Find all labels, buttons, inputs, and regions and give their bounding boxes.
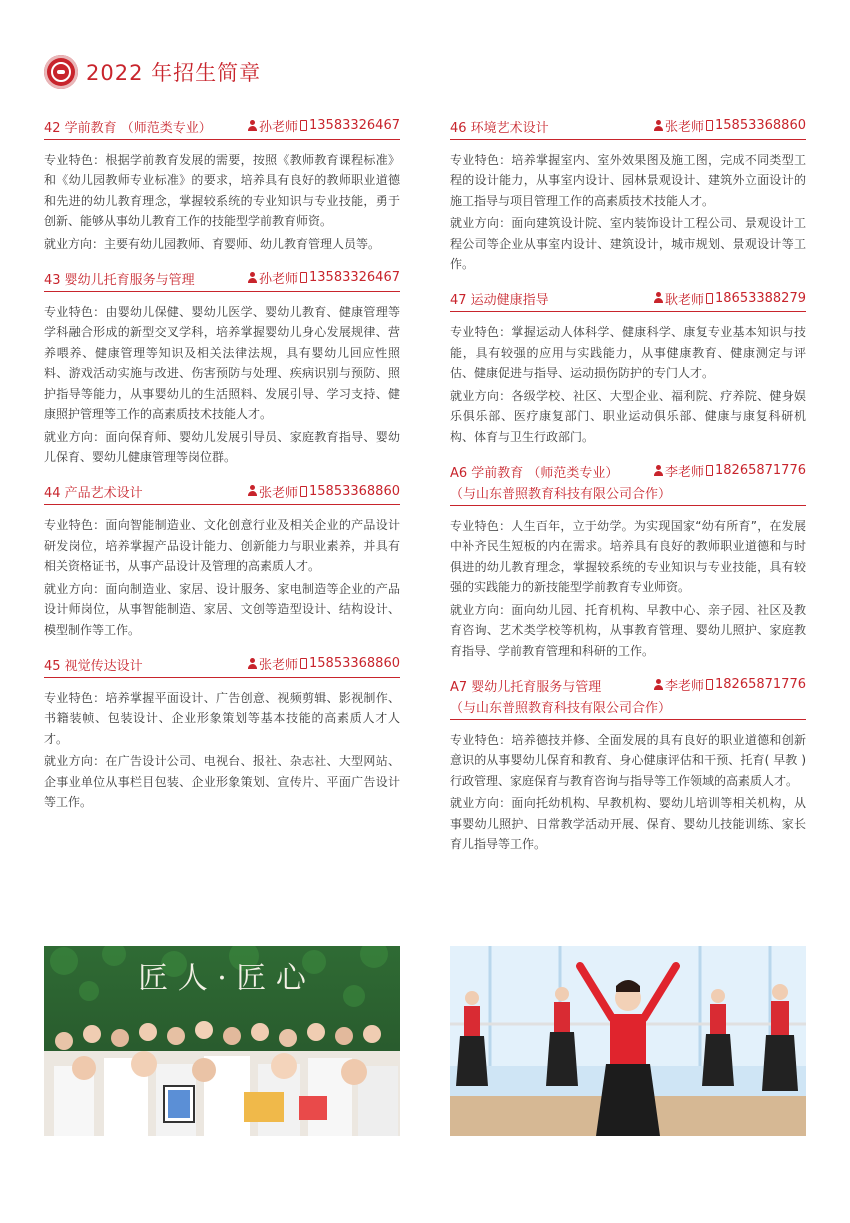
section-header <box>44 482 400 506</box>
contact <box>247 116 400 135</box>
section-header <box>450 461 806 506</box>
page-header <box>44 52 261 92</box>
teacher-name: 耿老师 <box>665 292 705 308</box>
partner-subtitle: （与山东普照教育科技有限公司合作） <box>450 700 672 716</box>
teacher-name: 李老师 <box>665 679 705 694</box>
major-employment: 就业方向：面向制造业、家居、设计服务、家电制造等企业的产品设计师岗位，从事智能制造、家居、文创等造型设计、结构设计、模型制作等工作。 <box>44 581 400 637</box>
major-section <box>450 116 806 275</box>
students-group-photo <box>44 946 400 1136</box>
phone-icon <box>706 465 713 476</box>
contact <box>653 289 806 308</box>
major-title: 43 婴幼儿托育服务与管理 <box>44 272 195 288</box>
major-section <box>44 116 400 254</box>
school-logo-icon <box>44 55 78 89</box>
major-section <box>450 461 806 661</box>
major-features: 专业特色：根据学前教育发展的需要，按照《教师教育课程标准》和《幼儿园教师专业标准》的要求，培养具有良好的教师职业道德和先进的幼儿教育理念，掌握较系统的专业知识与专业技能，勇于创新、能够从事幼儿教育工作的技能型学前教育师资。 <box>44 152 400 228</box>
page-title: 2022 年招生简章 <box>86 61 262 85</box>
phone-number[interactable]: 15853368860 <box>309 483 400 499</box>
phone-number[interactable]: 18653388279 <box>715 290 806 306</box>
teacher-name: 张老师 <box>259 658 299 673</box>
person-icon <box>653 465 664 477</box>
major-features: 专业特色：培养德技并修、全面发展的具有良好的职业道德和创新意识的从事婴幼儿保育和教育、身心健康评估和干预、托育( 早教 )行政管理、家庭保育与教育咨询与指导等工作领域的高素质人才。 <box>450 732 806 788</box>
major-title: 47 运动健康指导 <box>450 293 549 308</box>
person-icon <box>247 658 258 670</box>
major-section <box>450 289 806 448</box>
major-employment: 就业方向：面向建筑设计院、室内装饰设计工程公司、景观设计工程公司等企业从事室内设计、建筑设计，城市规划、景观设计等工作。 <box>450 216 806 271</box>
contact <box>653 116 806 135</box>
phone-icon <box>706 120 713 131</box>
teacher-name: 孙老师 <box>259 272 299 287</box>
partner-subtitle: （与山东普照教育科技有限公司合作） <box>450 486 672 502</box>
major-features: 专业特色：人生百年，立于幼学。为实现国家“幼有所育”，在发展中补齐民生短板的内在需求。培养具有良好的教师职业道德和与时俱进的幼儿教育理念，掌握较系统的专业知识与专业技能，具有较强的实践能力的新技能型学前教育专业师资。 <box>450 518 806 594</box>
phone-icon <box>300 486 307 497</box>
major-title: 42 学前教育 （师范类专业） <box>44 120 212 136</box>
major-section <box>44 654 400 813</box>
person-icon <box>247 120 258 132</box>
section-header <box>450 116 806 140</box>
section-header <box>44 268 400 292</box>
phone-number[interactable]: 15853368860 <box>715 118 806 133</box>
right-column <box>450 116 806 869</box>
major-employment: 就业方向：面向幼儿园、托育机构、早教中心、亲子园、社区及教育咨询、艺术类学校等机构，从事教育管理、婴幼儿照护、家庭教育指导、学前教育管理和科研的工作。 <box>450 602 806 658</box>
major-section <box>450 675 806 855</box>
person-icon <box>653 120 664 132</box>
major-employment: 就业方向：面向保育师、婴幼儿发展引导员、家庭教育指导、婴幼儿保育、婴幼儿健康管理等岗位群。 <box>44 429 400 464</box>
section-header <box>450 675 806 720</box>
major-features: 专业特色：面向智能制造业、文化创意行业及相关企业的产品设计研发岗位，培养掌握产品设计能力、创新能力与职业素养，并具有相关资格证书，从事产品设计及管理的高素质人才。 <box>44 518 400 573</box>
dance-class-photo <box>450 946 806 1136</box>
person-icon <box>653 679 664 691</box>
section-header <box>44 116 400 140</box>
person-icon <box>653 292 664 304</box>
phone-icon <box>706 679 713 690</box>
major-features: 专业特色：掌握运动人体科学、健康科学、康复专业基本知识与技能，具有较强的应用与实践能力，从事健康教育、健康测定与评估、健康促进与指导、运动损伤防护的专门人才。 <box>450 325 806 380</box>
major-features: 专业特色：培养掌握室内、室外效果图及施工图，完成不同类型工程的设计能力，从事室内设计、园林景观设计、建筑外立面设计的施工指导与项目管理工作的高素质技术技能人才。 <box>450 152 806 208</box>
person-icon <box>247 272 258 284</box>
major-title: A6 学前教育 （师范类专业） <box>450 465 619 481</box>
person-icon <box>247 485 258 497</box>
major-features: 专业特色：培养掌握平面设计、广告创意、视频剪辑、影视制作、书籍装帧、包装设计、企业形象策划等基本技能的高素质人才人才。 <box>44 690 400 746</box>
major-employment: 就业方向：各级学校、社区、大型企业、福利院、疗养院、健身娱乐俱乐部、医疗康复部门、职业运动俱乐部、健康与康复科研机构、体育与卫生行政部门。 <box>450 388 806 444</box>
section-header <box>450 289 806 313</box>
major-employment: 就业方向：主要有幼儿园教师、育婴师、幼儿教育管理人员等。 <box>44 236 381 251</box>
phone-icon <box>300 658 307 669</box>
teacher-name: 李老师 <box>665 465 705 480</box>
major-employment: 就业方向：在广告设计公司、电视台、报社、杂志社、大型网站、企事业单位从事栏目包装、企业形象策划、宣传片、平面广告设计等工作。 <box>44 754 400 809</box>
contact <box>247 654 400 673</box>
major-title: A7 婴幼儿托育服务与管理 <box>450 679 602 695</box>
left-column <box>44 116 400 827</box>
teacher-name: 张老师 <box>665 120 705 135</box>
contact <box>247 268 400 287</box>
phone-number[interactable]: 13583326467 <box>309 118 400 133</box>
major-section <box>44 268 400 468</box>
major-title: 46 环境艺术设计 <box>450 120 549 136</box>
major-title: 45 视觉传达设计 <box>44 658 143 674</box>
teacher-name: 孙老师 <box>259 120 299 135</box>
phone-icon <box>706 293 713 304</box>
phone-number[interactable]: 13583326467 <box>309 270 400 285</box>
phone-number[interactable]: 15853368860 <box>309 656 400 671</box>
phone-number[interactable]: 18265871776 <box>715 463 806 478</box>
phone-icon <box>300 272 307 283</box>
contact <box>653 461 806 480</box>
phone-icon <box>300 120 307 131</box>
major-features: 专业特色：由婴幼儿保健、婴幼儿医学、婴幼儿教育、健康管理等学科融合形成的新型交叉学科，培养掌握婴幼儿身心发展规律、营养喂养、健康管理等知识及相关法律法规，具有婴幼儿回应性照料、游戏活动实施与改进、伤害预防与处理、疾病识别与预防、照护指导等能力，从事婴幼儿的生活照料、发展引导、学习支持、健康照护管理等工作的高素质技术技能人才。 <box>44 304 400 421</box>
contact <box>247 482 400 501</box>
contact <box>653 675 806 694</box>
major-section <box>44 482 400 641</box>
section-header <box>44 654 400 678</box>
major-title: 44 产品艺术设计 <box>44 486 143 501</box>
phone-number[interactable]: 18265871776 <box>715 677 806 692</box>
banner-text: 匠 人 · 匠 心 <box>138 961 306 996</box>
major-employment: 就业方向：面向托幼机构、早教机构、婴幼儿培训等相关机构，从事婴幼儿照护、日常教学活动开展、保育、婴幼儿技能训练、家长育儿指导等工作。 <box>450 796 806 851</box>
teacher-name: 张老师 <box>259 485 299 501</box>
